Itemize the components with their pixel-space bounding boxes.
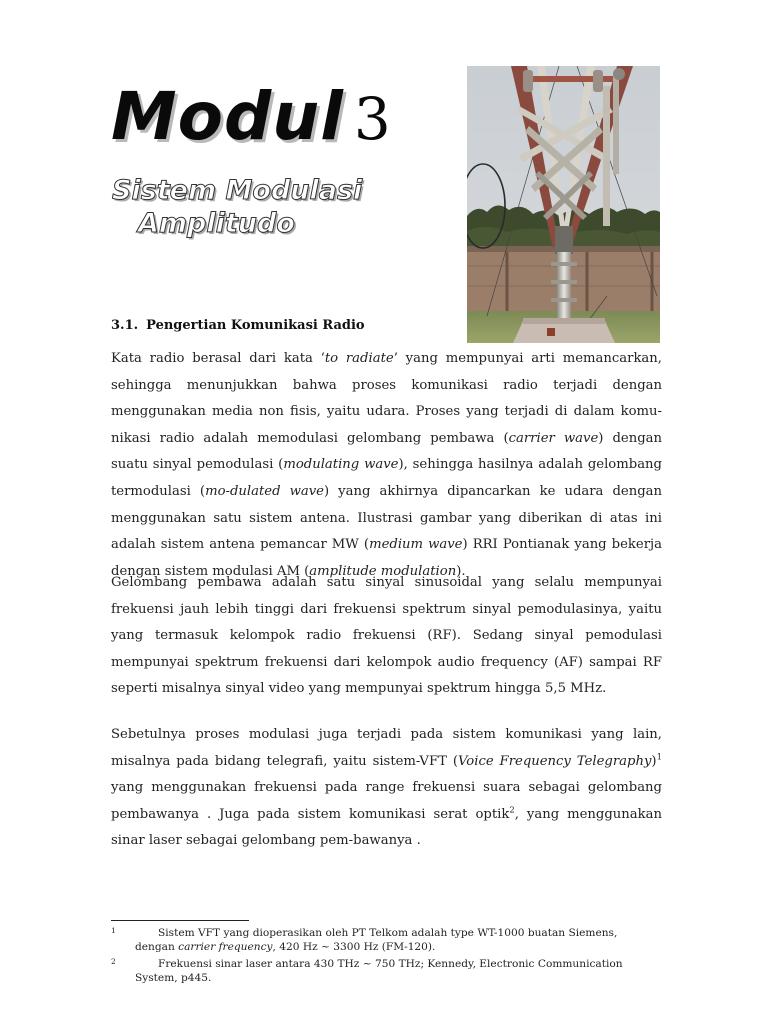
- footnote-1-text: [111, 926, 656, 954]
- module-number: 3: [353, 85, 392, 153]
- subtitle-line-2: Amplitudo: [138, 208, 295, 239]
- footnote-1: [111, 926, 656, 954]
- antenna-tower-illustration: [467, 66, 660, 343]
- para3-text-a: Sebetulnya proses modulasi juga terjadi pada sistem komunikasi yang lain, misalnya pada bidang telegrafi, yaitu sistem-VFT (: [111, 727, 662, 769]
- footnote-separator: [111, 920, 249, 921]
- para1-text-m: ).: [456, 563, 466, 579]
- para3-text-e: , yang menggunakan sinar laser sebagai gelombang pem-bawanya .: [111, 806, 662, 849]
- paragraph-carrier-wave: Gelombang pembawa adalah satu sinyal sinusoidal yang selalu mempunyai frekuensi jauh lebih tinggi dari frekuensi spektrum sinyal pemodulasinya, yaitu yang termasuk kelompok radio frekuensi (RF). Sedang sinyal pemodulasi mempunyai spektrum frekuensi dari kelompok audio frequency (AF) sampai RF seperti misalnya sinyal video yang mempunyai spektrum hingga 5,5 MHz.: [111, 575, 662, 697]
- footnote-1-term: carrier frequency: [178, 941, 273, 953]
- para1-text-i: ) yang akhirnya dipancarkan ke udara dengan menggunakan satu sistem antena. Ilustrasi gambar yang diberikan di atas ini adalah sistem antena pemancar MW (: [111, 483, 662, 553]
- footnote-ref-1[interactable]: 1: [656, 752, 662, 763]
- antenna-photo: [467, 66, 660, 343]
- para3-term-vft: Voice Frequency Telegraphy: [457, 753, 652, 769]
- footnote-2-mark: 2: [111, 957, 116, 966]
- footnote-1-text-c: , 420 Hz ~ 3300 Hz (FM-120).: [272, 941, 436, 953]
- para1-term-to-radiate: to radiate: [324, 351, 394, 366]
- footnote-1-mark: 1: [111, 926, 116, 935]
- subtitle-line-1: Sistem Modulasi: [112, 175, 363, 206]
- footnote-2: [111, 957, 656, 985]
- para1-text-k: ) RRI Pontianak yang bekerja dengan sistem modulasi AM (: [111, 537, 662, 579]
- para1-text-c: ’ yang mempunyai arti memancarkan, sehingga menunjukkan bahwa proses komunikasi radio terjadi dengan menggunakan media non fisis, yaitu udara. Proses yang terjadi di dalam komu-nikasi radio adalah memodulasi gelombang pembawa (: [111, 351, 662, 446]
- footnote-1-text-a: Sistem VFT yang dioperasikan oleh PT Telkom adalah type WT-1000 buatan Siemens, dengan: [135, 927, 618, 953]
- footnote-ref-2[interactable]: 2: [509, 805, 515, 816]
- para1-term-carrier-wave: carrier wave: [508, 430, 599, 446]
- footnote-2-text: Frekuensi sinar laser antara 430 THz ~ 750 THz; Kennedy, Electronic Communication System, p445.: [135, 958, 623, 984]
- para3-text-d: yang menggunakan frekuensi pada range frekuensi suara sebagai gelombang pembawanya . Juga pada sistem komunikasi serat optik: [111, 780, 662, 822]
- para1-text-g: ), sehingga hasilnya adalah gelombang termodulasi (: [111, 457, 662, 499]
- module-title: [111, 78, 392, 155]
- module-title-word: Modul: [111, 78, 344, 155]
- para3-text-c: ): [651, 753, 657, 769]
- para1-term-modulating-wave: modulating wave: [283, 457, 399, 473]
- para1-text-a: Kata radio berasal dari kata ‘: [111, 351, 325, 366]
- module-subtitle: [112, 174, 362, 240]
- para1-term-amplitude-modulation: amplitude modulation: [309, 563, 457, 579]
- paragraph-other-systems: [111, 722, 662, 855]
- section-number: 3.1.: [111, 318, 139, 333]
- section-heading: [111, 318, 365, 333]
- paragraph-radio-communication: [111, 346, 662, 585]
- para1-term-medium-wave: medium wave: [369, 537, 463, 553]
- section-title: Pengertian Komunikasi Radio: [146, 318, 365, 333]
- para1-text-e: ) dengan suatu sinyal pemodulasi (: [111, 430, 662, 473]
- para1-term-modulated-wave: mo-dulated wave: [205, 483, 324, 499]
